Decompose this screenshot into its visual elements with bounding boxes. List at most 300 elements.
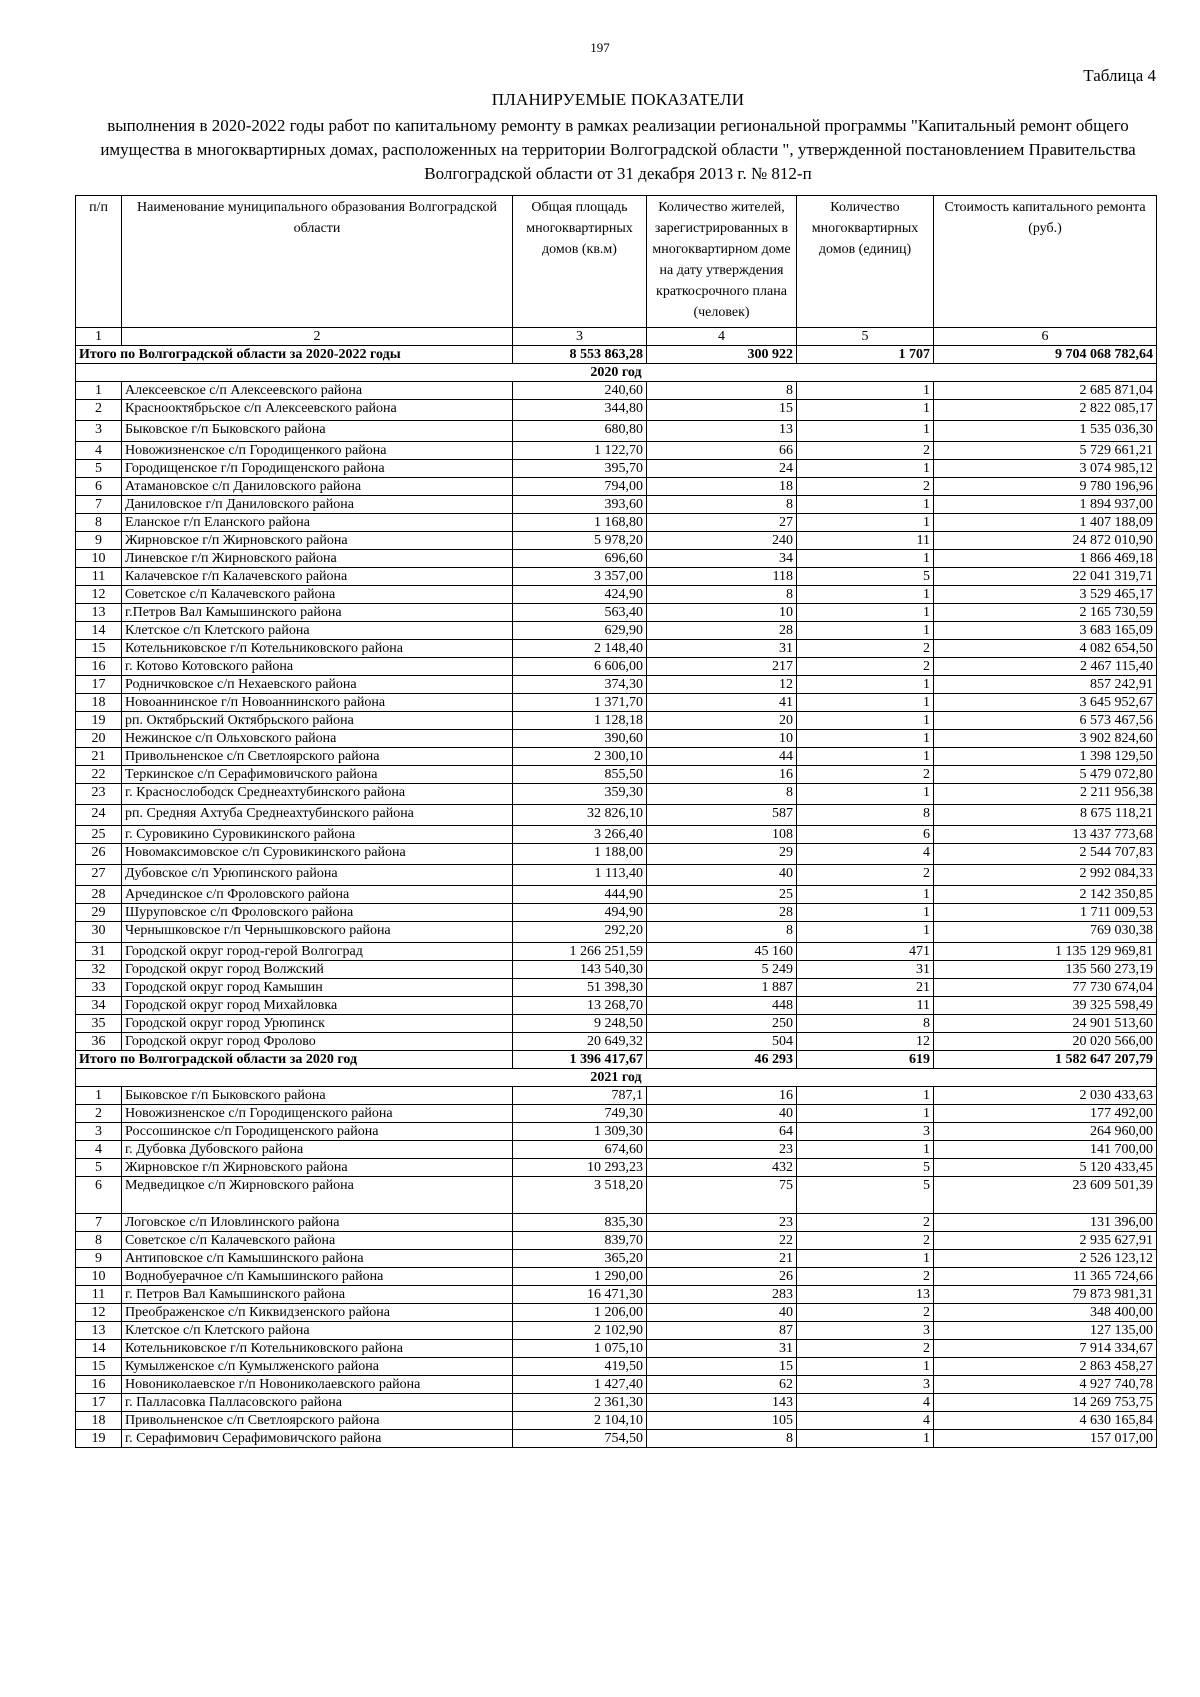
row-number: 16	[76, 658, 122, 676]
cost-value: 6 573 467,56	[934, 712, 1157, 730]
area-value: 240,60	[513, 382, 647, 400]
municipality-name: Клетское с/п Клетского района	[122, 622, 513, 640]
residents-value: 12	[647, 676, 797, 694]
residents-value: 10	[647, 604, 797, 622]
houses-value: 1	[797, 712, 934, 730]
area-value: 5 978,20	[513, 532, 647, 550]
houses-value: 4	[797, 1412, 934, 1430]
table-row	[76, 904, 1157, 922]
total-2020-row	[76, 1051, 1157, 1069]
houses-value: 31	[797, 961, 934, 979]
residents-value: 25	[647, 886, 797, 904]
municipality-name: Теркинское с/п Серафимовичского района	[122, 766, 513, 784]
municipality-name: рп. Октябрьский Октябрьского района	[122, 712, 513, 730]
table-row	[76, 1159, 1157, 1177]
row-number: 8	[76, 514, 122, 532]
cost-value: 23 609 501,39	[934, 1177, 1157, 1214]
cost-value: 2 030 433,63	[934, 1087, 1157, 1105]
year-label: 2020 год	[76, 364, 1157, 382]
table-row	[76, 1268, 1157, 1286]
area-value: 680,80	[513, 421, 647, 442]
residents-value: 29	[647, 844, 797, 865]
houses-value: 1	[797, 604, 934, 622]
municipality-name: Алексеевское с/п Алексеевского района	[122, 382, 513, 400]
indicators-table	[75, 195, 1157, 1448]
col-number: 1	[76, 328, 122, 346]
houses-value: 1	[797, 1430, 934, 1448]
area-value: 1 427,40	[513, 1376, 647, 1394]
cost-value: 24 872 010,90	[934, 532, 1157, 550]
municipality-name: Жирновское г/п Жирновского района	[122, 532, 513, 550]
row-number: 27	[76, 865, 122, 886]
area-value: 143 540,30	[513, 961, 647, 979]
table-row	[76, 514, 1157, 532]
residents-value: 250	[647, 1015, 797, 1033]
municipality-name: Городищенское г/п Городищенского района	[122, 460, 513, 478]
row-number: 18	[76, 1412, 122, 1430]
residents-value: 26	[647, 1268, 797, 1286]
table-row	[76, 886, 1157, 904]
table-row	[76, 844, 1157, 865]
total-residents: 300 922	[647, 346, 797, 364]
area-value: 629,90	[513, 622, 647, 640]
houses-value: 1	[797, 1250, 934, 1268]
cost-value: 4 630 165,84	[934, 1412, 1157, 1430]
area-value: 3 357,00	[513, 568, 647, 586]
area-value: 51 398,30	[513, 979, 647, 997]
houses-value: 1	[797, 694, 934, 712]
col-number: 4	[647, 328, 797, 346]
row-number: 28	[76, 886, 122, 904]
cost-value: 2 863 458,27	[934, 1358, 1157, 1376]
header-houses: Количество многоквартирных домов (единиц)	[797, 196, 934, 328]
area-value: 365,20	[513, 1250, 647, 1268]
row-number: 2	[76, 1105, 122, 1123]
residents-value: 31	[647, 1340, 797, 1358]
municipality-name: Новоаннинское г/п Новоаннинского района	[122, 694, 513, 712]
row-number: 16	[76, 1376, 122, 1394]
area-value: 9 248,50	[513, 1015, 647, 1033]
houses-value: 1	[797, 922, 934, 943]
municipality-name: Быковское г/п Быковского района	[122, 1087, 513, 1105]
municipality-name: Городской округ город Михайловка	[122, 997, 513, 1015]
header-name: Наименование муниципального образования Волгоградской области	[122, 196, 513, 328]
municipality-name: г. Петров Вал Камышинского района	[122, 1286, 513, 1304]
municipality-name: Дубовское с/п Урюпинского района	[122, 865, 513, 886]
table-row	[76, 766, 1157, 784]
municipality-name: Советское с/п Калачевского района	[122, 586, 513, 604]
total-label: Итого по Волгоградской области за 2020 год	[76, 1051, 513, 1069]
municipality-name: Советское с/п Калачевского района	[122, 1232, 513, 1250]
residents-value: 5 249	[647, 961, 797, 979]
row-number: 21	[76, 748, 122, 766]
table-row	[76, 1304, 1157, 1322]
houses-value: 471	[797, 943, 934, 961]
row-number: 13	[76, 604, 122, 622]
cost-value: 2 544 707,83	[934, 844, 1157, 865]
cost-value: 14 269 753,75	[934, 1394, 1157, 1412]
row-number: 7	[76, 496, 122, 514]
area-value: 1 371,70	[513, 694, 647, 712]
houses-value: 1	[797, 1358, 934, 1376]
cost-value: 1 711 009,53	[934, 904, 1157, 922]
residents-value: 24	[647, 460, 797, 478]
row-number: 26	[76, 844, 122, 865]
header-cost: Стоимость капитального ремонта (руб.)	[934, 196, 1157, 328]
table-row	[76, 604, 1157, 622]
residents-value: 105	[647, 1412, 797, 1430]
houses-value: 1	[797, 1141, 934, 1159]
table-row	[76, 712, 1157, 730]
row-number: 3	[76, 421, 122, 442]
houses-value: 1	[797, 460, 934, 478]
municipality-name: Городской округ город Урюпинск	[122, 1015, 513, 1033]
cost-value: 3 645 952,67	[934, 694, 1157, 712]
row-number: 9	[76, 1250, 122, 1268]
houses-value: 2	[797, 658, 934, 676]
houses-value: 4	[797, 1394, 934, 1412]
col-number: 5	[797, 328, 934, 346]
row-number: 25	[76, 826, 122, 844]
residents-value: 21	[647, 1250, 797, 1268]
area-value: 393,60	[513, 496, 647, 514]
houses-value: 1	[797, 886, 934, 904]
houses-value: 1	[797, 514, 934, 532]
residents-value: 1 887	[647, 979, 797, 997]
table-row	[76, 1394, 1157, 1412]
page-number: 197	[590, 40, 610, 55]
header-num: п/п	[76, 196, 122, 328]
table-row	[76, 1430, 1157, 1448]
houses-value: 8	[797, 1015, 934, 1033]
row-number: 15	[76, 640, 122, 658]
residents-value: 504	[647, 1033, 797, 1051]
cost-value: 5 120 433,45	[934, 1159, 1157, 1177]
residents-value: 8	[647, 922, 797, 943]
row-number: 12	[76, 1304, 122, 1322]
table-row	[76, 622, 1157, 640]
total-houses: 619	[797, 1051, 934, 1069]
houses-value: 1	[797, 1087, 934, 1105]
residents-value: 18	[647, 478, 797, 496]
table-row	[76, 658, 1157, 676]
area-value: 390,60	[513, 730, 647, 748]
cost-value: 3 683 165,09	[934, 622, 1157, 640]
municipality-name: Воднобуерачное с/п Камышинского района	[122, 1268, 513, 1286]
cost-value: 20 020 566,00	[934, 1033, 1157, 1051]
residents-value: 8	[647, 586, 797, 604]
row-number: 22	[76, 766, 122, 784]
rows-2020	[76, 382, 1157, 1051]
houses-value: 11	[797, 532, 934, 550]
table-row	[76, 748, 1157, 766]
area-value: 1 290,00	[513, 1268, 647, 1286]
row-number: 4	[76, 442, 122, 460]
area-value: 1 266 251,59	[513, 943, 647, 961]
municipality-name: Котельниковское г/п Котельниковского района	[122, 640, 513, 658]
table-row	[76, 1015, 1157, 1033]
area-value: 292,20	[513, 922, 647, 943]
table-row	[76, 382, 1157, 400]
row-number: 17	[76, 676, 122, 694]
area-value: 835,30	[513, 1214, 647, 1232]
row-number: 35	[76, 1015, 122, 1033]
municipality-name: Калачевское г/п Калачевского района	[122, 568, 513, 586]
cost-value: 157 017,00	[934, 1430, 1157, 1448]
houses-value: 1	[797, 730, 934, 748]
cost-value: 769 030,38	[934, 922, 1157, 943]
table-row	[76, 1141, 1157, 1159]
municipality-name: Краснооктябрьское с/п Алексеевского района	[122, 400, 513, 421]
residents-value: 41	[647, 694, 797, 712]
column-numbers-row	[76, 328, 1157, 346]
area-value: 444,90	[513, 886, 647, 904]
municipality-name: г.Петров Вал Камышинского района	[122, 604, 513, 622]
table-row	[76, 1087, 1157, 1105]
cost-value: 131 396,00	[934, 1214, 1157, 1232]
row-number: 10	[76, 550, 122, 568]
row-number: 14	[76, 1340, 122, 1358]
houses-value: 1	[797, 550, 934, 568]
row-number: 3	[76, 1123, 122, 1141]
municipality-name: Жирновское г/п Жирновского района	[122, 1159, 513, 1177]
houses-value: 3	[797, 1322, 934, 1340]
houses-value: 5	[797, 568, 934, 586]
cost-value: 127 135,00	[934, 1322, 1157, 1340]
cost-value: 2 142 350,85	[934, 886, 1157, 904]
cost-value: 1 894 937,00	[934, 496, 1157, 514]
area-value: 374,30	[513, 676, 647, 694]
table-row	[76, 1250, 1157, 1268]
houses-value: 13	[797, 1286, 934, 1304]
area-value: 3 518,20	[513, 1177, 647, 1214]
municipality-name: г. Серафимович Серафимовичского района	[122, 1430, 513, 1448]
table-row	[76, 694, 1157, 712]
table-row	[76, 640, 1157, 658]
row-number: 31	[76, 943, 122, 961]
residents-value: 8	[647, 382, 797, 400]
houses-value: 3	[797, 1376, 934, 1394]
cost-value: 8 675 118,21	[934, 805, 1157, 826]
table-row	[76, 1412, 1157, 1430]
table-row	[76, 1123, 1157, 1141]
houses-value: 1	[797, 904, 934, 922]
cost-value: 3 529 465,17	[934, 586, 1157, 604]
area-value: 696,60	[513, 550, 647, 568]
area-value: 344,80	[513, 400, 647, 421]
row-number: 8	[76, 1232, 122, 1250]
table-row	[76, 1033, 1157, 1051]
table-row	[76, 979, 1157, 997]
area-value: 787,1	[513, 1087, 647, 1105]
houses-value: 21	[797, 979, 934, 997]
houses-value: 2	[797, 442, 934, 460]
residents-value: 62	[647, 1376, 797, 1394]
cost-value: 3 902 824,60	[934, 730, 1157, 748]
municipality-name: г. Краснослободск Среднеахтубинского района	[122, 784, 513, 805]
area-value: 1 206,00	[513, 1304, 647, 1322]
col-number: 2	[122, 328, 513, 346]
municipality-name: г. Дубовка Дубовского района	[122, 1141, 513, 1159]
row-number: 34	[76, 997, 122, 1015]
area-value: 20 649,32	[513, 1033, 647, 1051]
residents-value: 8	[647, 784, 797, 805]
residents-value: 23	[647, 1141, 797, 1159]
total-residents: 46 293	[647, 1051, 797, 1069]
table-row	[76, 961, 1157, 979]
municipality-name: Шуруповское с/п Фроловского района	[122, 904, 513, 922]
area-value: 494,90	[513, 904, 647, 922]
residents-value: 31	[647, 640, 797, 658]
residents-value: 16	[647, 1087, 797, 1105]
residents-value: 15	[647, 1358, 797, 1376]
row-number: 12	[76, 586, 122, 604]
residents-value: 118	[647, 568, 797, 586]
total-houses: 1 707	[797, 346, 934, 364]
cost-value: 5 479 072,80	[934, 766, 1157, 784]
table-label: Таблица 4	[1083, 66, 1156, 85]
residents-value: 143	[647, 1394, 797, 1412]
municipality-name: Родничковское с/п Нехаевского района	[122, 676, 513, 694]
area-value: 10 293,23	[513, 1159, 647, 1177]
col-number: 3	[513, 328, 647, 346]
residents-value: 66	[647, 442, 797, 460]
area-value: 855,50	[513, 766, 647, 784]
houses-value: 2	[797, 865, 934, 886]
cost-value: 135 560 273,19	[934, 961, 1157, 979]
area-value: 1 168,80	[513, 514, 647, 532]
area-value: 2 102,90	[513, 1322, 647, 1340]
table-row	[76, 550, 1157, 568]
residents-value: 40	[647, 1105, 797, 1123]
table-row	[76, 568, 1157, 586]
houses-value: 2	[797, 478, 934, 496]
municipality-name: Кумылженское с/п Кумылженского района	[122, 1358, 513, 1376]
houses-value: 2	[797, 1340, 934, 1358]
houses-value: 1	[797, 622, 934, 640]
cost-value: 2 822 085,17	[934, 400, 1157, 421]
houses-value: 2	[797, 1304, 934, 1322]
table-row	[76, 1214, 1157, 1232]
residents-value: 283	[647, 1286, 797, 1304]
residents-value: 8	[647, 496, 797, 514]
municipality-name: Привольненское с/п Светлоярского района	[122, 748, 513, 766]
municipality-name: Городской округ город Камышин	[122, 979, 513, 997]
row-number: 13	[76, 1322, 122, 1340]
houses-value: 2	[797, 1214, 934, 1232]
area-value: 1 113,40	[513, 865, 647, 886]
row-number: 29	[76, 904, 122, 922]
municipality-name: Привольненское с/п Светлоярского района	[122, 1412, 513, 1430]
area-value: 1 128,18	[513, 712, 647, 730]
municipality-name: г. Суровикино Суровикинского района	[122, 826, 513, 844]
municipality-name: Городской округ город Волжский	[122, 961, 513, 979]
row-number: 11	[76, 568, 122, 586]
municipality-name: Городской округ город-герой Волгоград	[122, 943, 513, 961]
municipality-name: Котельниковское г/п Котельниковского района	[122, 1340, 513, 1358]
residents-value: 16	[647, 766, 797, 784]
document-title: ПЛАНИРУЕМЫЕ ПОКАЗАТЕЛИ	[491, 90, 745, 109]
cost-value: 4 927 740,78	[934, 1376, 1157, 1394]
area-value: 13 268,70	[513, 997, 647, 1015]
cost-value: 24 901 513,60	[934, 1015, 1157, 1033]
area-value: 1 188,00	[513, 844, 647, 865]
total-label: Итого по Волгоградской области за 2020-2022 годы	[76, 346, 513, 364]
table-row	[76, 1340, 1157, 1358]
row-number: 15	[76, 1358, 122, 1376]
table-row	[76, 1358, 1157, 1376]
col-number: 6	[934, 328, 1157, 346]
cost-value: 77 730 674,04	[934, 979, 1157, 997]
cost-value: 177 492,00	[934, 1105, 1157, 1123]
residents-value: 432	[647, 1159, 797, 1177]
table-row	[76, 943, 1157, 961]
area-value: 749,30	[513, 1105, 647, 1123]
table-row	[76, 997, 1157, 1015]
year-2020-header	[76, 364, 1157, 382]
cost-value: 1 398 129,50	[934, 748, 1157, 766]
row-number: 24	[76, 805, 122, 826]
header-row	[76, 196, 1157, 328]
area-value: 419,50	[513, 1358, 647, 1376]
cost-value: 264 960,00	[934, 1123, 1157, 1141]
municipality-name: Линевское г/п Жирновского района	[122, 550, 513, 568]
table-row	[76, 496, 1157, 514]
houses-value: 8	[797, 805, 934, 826]
houses-value: 1	[797, 586, 934, 604]
residents-value: 75	[647, 1177, 797, 1214]
municipality-name: Еланское г/п Еланского района	[122, 514, 513, 532]
houses-value: 6	[797, 826, 934, 844]
table-row	[76, 400, 1157, 421]
residents-value: 20	[647, 712, 797, 730]
table-row	[76, 730, 1157, 748]
municipality-name: Даниловское г/п Даниловского района	[122, 496, 513, 514]
area-value: 563,40	[513, 604, 647, 622]
residents-value: 87	[647, 1322, 797, 1340]
residents-value: 10	[647, 730, 797, 748]
houses-value: 1	[797, 496, 934, 514]
cost-value: 11 365 724,66	[934, 1268, 1157, 1286]
cost-value: 348 400,00	[934, 1304, 1157, 1322]
residents-value: 240	[647, 532, 797, 550]
table-row	[76, 805, 1157, 826]
area-value: 2 148,40	[513, 640, 647, 658]
table-row	[76, 865, 1157, 886]
houses-value: 5	[797, 1159, 934, 1177]
municipality-name: Быковское г/п Быковского района	[122, 421, 513, 442]
row-number: 10	[76, 1268, 122, 1286]
residents-value: 448	[647, 997, 797, 1015]
table-row	[76, 676, 1157, 694]
houses-value: 1	[797, 400, 934, 421]
row-number: 19	[76, 712, 122, 730]
cost-value: 2 467 115,40	[934, 658, 1157, 676]
year-label: 2021 год	[76, 1069, 1157, 1087]
table-row	[76, 1322, 1157, 1340]
row-number: 9	[76, 532, 122, 550]
cost-value: 13 437 773,68	[934, 826, 1157, 844]
area-value: 674,60	[513, 1141, 647, 1159]
municipality-name: Новомаксимовское с/п Суровикинского района	[122, 844, 513, 865]
cost-value: 9 780 196,96	[934, 478, 1157, 496]
residents-value: 34	[647, 550, 797, 568]
residents-value: 40	[647, 1304, 797, 1322]
table-row	[76, 1232, 1157, 1250]
row-number: 6	[76, 1177, 122, 1214]
municipality-name: Россошинское с/п Городищенского района	[122, 1123, 513, 1141]
cost-value: 2 211 956,38	[934, 784, 1157, 805]
